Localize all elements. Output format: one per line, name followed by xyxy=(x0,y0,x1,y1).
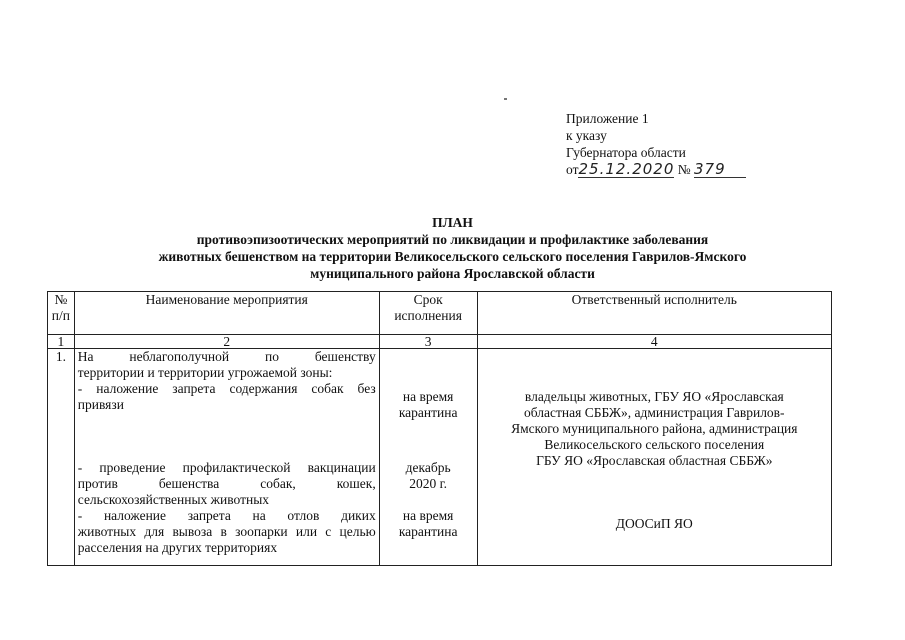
term-line: 2020 г. xyxy=(409,476,448,491)
header-name: Наименование мероприятия xyxy=(74,292,379,335)
appendix-line-3: Губернатора области xyxy=(566,145,686,160)
appendix-line-1: Приложение 1 xyxy=(566,111,649,126)
table-row xyxy=(48,349,832,566)
measure-cell xyxy=(74,349,379,566)
col-number: 2 xyxy=(74,335,379,349)
item-line: привязи xyxy=(77,397,124,412)
scan-speck xyxy=(504,98,507,100)
intro-line: На неблагополучной по бешенству xyxy=(77,349,376,364)
header-executor: Ответственный исполнитель xyxy=(477,292,831,335)
plan-table xyxy=(47,291,832,566)
col-number: 1 xyxy=(48,335,75,349)
term-line: на время xyxy=(402,389,454,404)
item-line: расселения на других территориях xyxy=(77,540,278,555)
date-prefix: от xyxy=(566,162,579,177)
item-line: - наложение запрета содержания собак без xyxy=(77,381,376,396)
column-number-row xyxy=(48,335,832,349)
term-line: декабрь xyxy=(405,460,451,475)
header-term: Срок исполнения xyxy=(379,292,477,335)
executor-line: Ямского муниципального района, администрация xyxy=(511,421,798,436)
appendix-block xyxy=(566,110,746,178)
row-number: 1. xyxy=(48,349,75,566)
title-line-4: муниципального района Ярославской области xyxy=(310,266,595,281)
executor-line: ГБУ ЯО «Ярославская областная СББЖ» xyxy=(536,453,773,468)
title-line-3: животных бешенством на территории Великосельского сельского поселения Гаврилов-Ямского xyxy=(158,249,747,264)
intro-line: территории и территории угрожаемой зоны: xyxy=(77,365,333,380)
header-num: № п/п xyxy=(48,292,75,335)
term-line: карантина xyxy=(398,524,458,539)
table-header-row xyxy=(48,292,832,335)
term-cell xyxy=(379,349,477,566)
executor-cell xyxy=(477,349,831,566)
executor-line: областная СББЖ», администрация Гаврилов- xyxy=(524,405,785,420)
item-line: - наложение запрета на отлов диких xyxy=(77,508,376,523)
executor-line: Великосельского сельского поселения xyxy=(544,437,765,452)
handwritten-number: 379 xyxy=(694,161,746,178)
col-number: 4 xyxy=(477,335,831,349)
item-line: против бешенства собак, кошек, xyxy=(77,476,376,491)
item-line: - проведение профилактической вакцинации xyxy=(77,460,376,475)
handwritten-date: 25.12.2020 xyxy=(578,160,675,178)
executor-line: ДООСиП ЯО xyxy=(615,516,693,531)
item-line: животных для вывоза в зоопарки или с целью xyxy=(77,524,376,539)
term-line: карантина xyxy=(398,405,458,420)
title-line-1: ПЛАН xyxy=(432,215,473,230)
item-line: сельскохозяйственных животных xyxy=(77,492,270,507)
executor-line: владельцы животных, ГБУ ЯО «Ярославская xyxy=(524,389,784,404)
term-line: на время xyxy=(402,508,454,523)
col-number: 3 xyxy=(379,335,477,349)
number-prefix: № xyxy=(677,162,691,177)
document-title xyxy=(0,214,905,282)
title-line-2: противоэпизоотических мероприятий по ликвидации и профилактике заболевания xyxy=(196,232,709,247)
appendix-date-line xyxy=(566,161,746,178)
appendix-line-2: к указу xyxy=(566,128,607,143)
